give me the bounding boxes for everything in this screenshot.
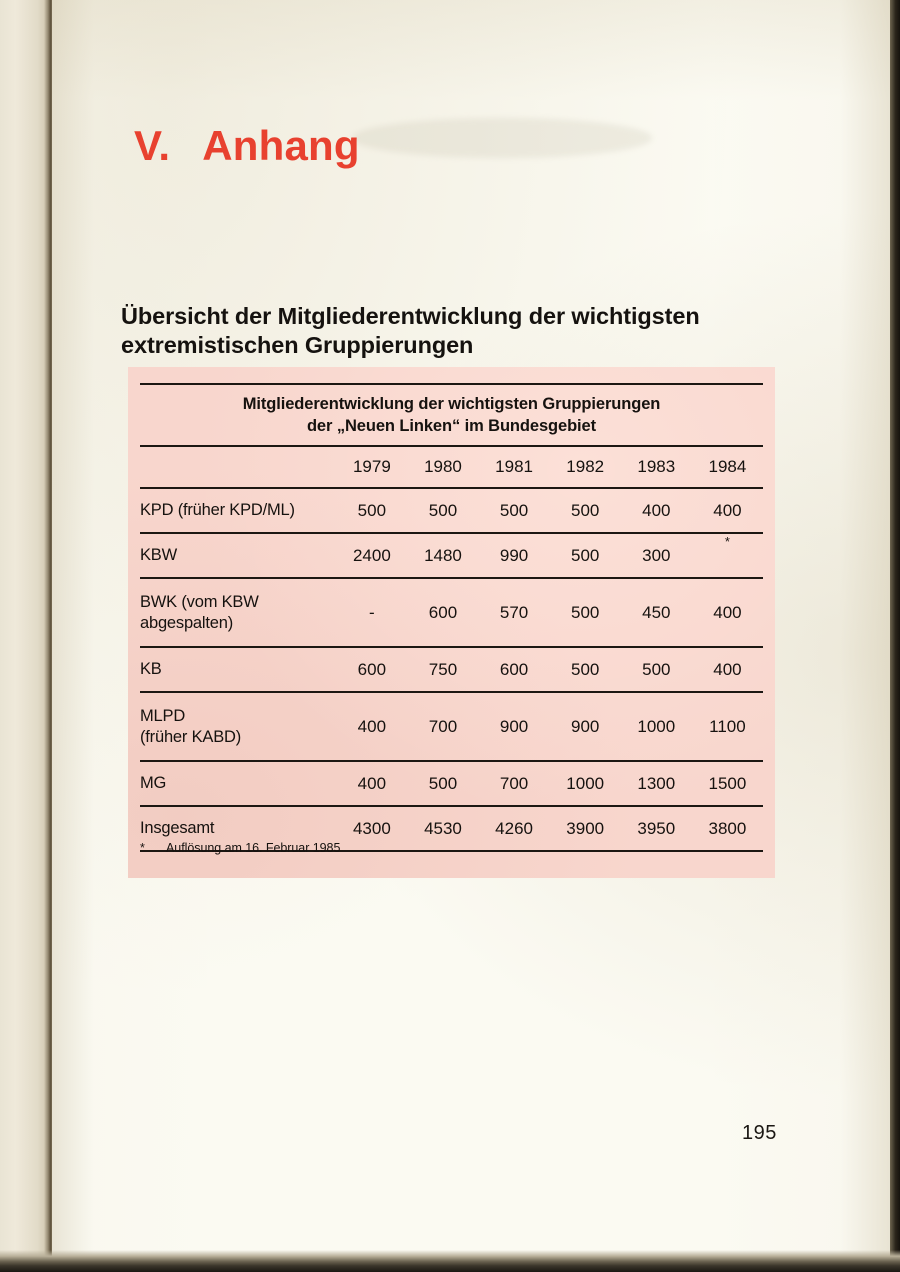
cell-mg-1984: 1500 bbox=[708, 773, 747, 793]
column-header-1984: 1984 bbox=[708, 457, 747, 476]
table-row bbox=[140, 534, 763, 577]
section-heading: Übersicht der Mitgliederentwicklung der wichtigsten extremistischen Gruppierungen bbox=[121, 302, 700, 358]
row-label-kb: KB bbox=[140, 660, 162, 678]
cell-kbw-1984: * bbox=[724, 534, 730, 549]
book-page bbox=[52, 0, 890, 1258]
cell-mlpd-1983: 1000 bbox=[637, 716, 676, 736]
cell-mlpd-1980: 700 bbox=[428, 716, 458, 736]
row-label-kbw: KBW bbox=[140, 546, 177, 564]
chapter-heading bbox=[134, 122, 360, 170]
table-footnote bbox=[140, 841, 340, 855]
cell-insgesamt-1982: 3900 bbox=[566, 818, 605, 838]
cell-mg-1983: 1300 bbox=[637, 773, 676, 793]
cell-mlpd-1984: 1100 bbox=[709, 716, 746, 736]
table-row bbox=[140, 489, 763, 532]
table-title-line-1: Mitgliederentwicklung der wichtigsten Gruppierungen bbox=[242, 395, 661, 413]
row-label-kpd: KPD (früher KPD/ML) bbox=[140, 501, 295, 519]
footnote-text: Auflösung am 16. Februar 1985 bbox=[166, 841, 341, 855]
cell-mlpd-1981: 900 bbox=[499, 716, 529, 736]
cell-insgesamt-1984: 3800 bbox=[708, 818, 747, 838]
table-panel bbox=[128, 367, 775, 878]
cell-mg-1981: 700 bbox=[499, 773, 529, 793]
row-label-mlpd bbox=[140, 693, 336, 760]
cell-insgesamt-1981: 4260 bbox=[495, 818, 533, 838]
cell-bwk-1979: - bbox=[369, 602, 375, 622]
table-row bbox=[140, 762, 763, 805]
cell-kb-1980: 750 bbox=[428, 659, 458, 679]
table-title bbox=[140, 385, 763, 445]
cell-bwk-1983: 450 bbox=[642, 602, 671, 622]
column-header-1982: 1982 bbox=[566, 457, 605, 476]
table-corner-header bbox=[140, 447, 336, 487]
cell-kpd-1984: 400 bbox=[713, 500, 742, 520]
page-number: 195 bbox=[742, 1122, 777, 1144]
cell-bwk-1980: 600 bbox=[428, 602, 458, 622]
cell-kb-1984: 400 bbox=[713, 659, 742, 679]
table-row bbox=[140, 579, 763, 646]
cell-bwk-1984: 400 bbox=[713, 602, 742, 622]
row-label-bwk bbox=[140, 579, 336, 646]
cell-kpd-1983: 400 bbox=[642, 500, 671, 520]
cell-kbw-1979: 2400 bbox=[352, 545, 391, 565]
table-header-row bbox=[140, 447, 763, 487]
cell-kbw-1983: 300 bbox=[642, 545, 671, 565]
membership-table bbox=[140, 383, 763, 852]
row-label-bwk-line-2: abgespalten) bbox=[140, 613, 234, 632]
chapter-number: V. bbox=[134, 122, 171, 170]
cell-kbw-1980: 1480 bbox=[424, 545, 462, 565]
cell-insgesamt-1979: 4300 bbox=[352, 818, 391, 838]
cell-mlpd-1982: 900 bbox=[571, 716, 600, 736]
table-row bbox=[140, 693, 763, 760]
table-title-row bbox=[140, 385, 763, 445]
column-header-1981: 1981 bbox=[495, 457, 533, 476]
cell-mg-1982: 1000 bbox=[566, 773, 605, 793]
cell-kb-1979: 600 bbox=[357, 659, 387, 679]
cell-kpd-1981: 500 bbox=[499, 500, 529, 520]
column-header-1979: 1979 bbox=[352, 457, 391, 476]
cell-mg-1979: 400 bbox=[357, 773, 387, 793]
table-row bbox=[140, 648, 763, 691]
cell-kb-1983: 500 bbox=[642, 659, 671, 679]
cell-bwk-1982: 500 bbox=[571, 602, 600, 622]
cell-kpd-1982: 500 bbox=[571, 500, 600, 520]
cell-kbw-1981: 990 bbox=[499, 545, 529, 565]
page-bottom-edge bbox=[0, 1250, 900, 1272]
page-content bbox=[52, 0, 890, 1258]
row-label-insgesamt: Insgesamt bbox=[140, 819, 215, 837]
footnote-mark: * bbox=[140, 841, 145, 855]
chapter-title: Anhang bbox=[202, 122, 360, 170]
cell-bwk-1981: 570 bbox=[499, 602, 529, 622]
row-label-mg: MG bbox=[140, 774, 167, 792]
cell-kbw-1982: 500 bbox=[571, 545, 600, 565]
cell-mlpd-1979: 400 bbox=[357, 716, 387, 736]
scan-artifact bbox=[352, 118, 652, 158]
cell-mg-1980: 500 bbox=[428, 773, 458, 793]
column-header-1980: 1980 bbox=[424, 457, 462, 476]
row-label-mlpd-line-1: MLPD bbox=[140, 706, 186, 725]
cell-kb-1981: 600 bbox=[499, 659, 529, 679]
cell-kpd-1979: 500 bbox=[357, 500, 387, 520]
row-label-bwk-line-1: BWK (vom KBW bbox=[140, 592, 259, 611]
cell-insgesamt-1983: 3950 bbox=[637, 818, 676, 838]
cell-kb-1982: 500 bbox=[571, 659, 600, 679]
column-header-1983: 1983 bbox=[637, 457, 676, 476]
cell-kpd-1980: 500 bbox=[428, 500, 458, 520]
table-title-line-2: der „Neuen Linken“ im Bundesgebiet bbox=[306, 417, 597, 435]
page-fore-edge bbox=[890, 0, 900, 1258]
cell-insgesamt-1980: 4530 bbox=[424, 818, 462, 838]
row-label-mlpd-line-2: (früher KABD) bbox=[140, 727, 242, 746]
